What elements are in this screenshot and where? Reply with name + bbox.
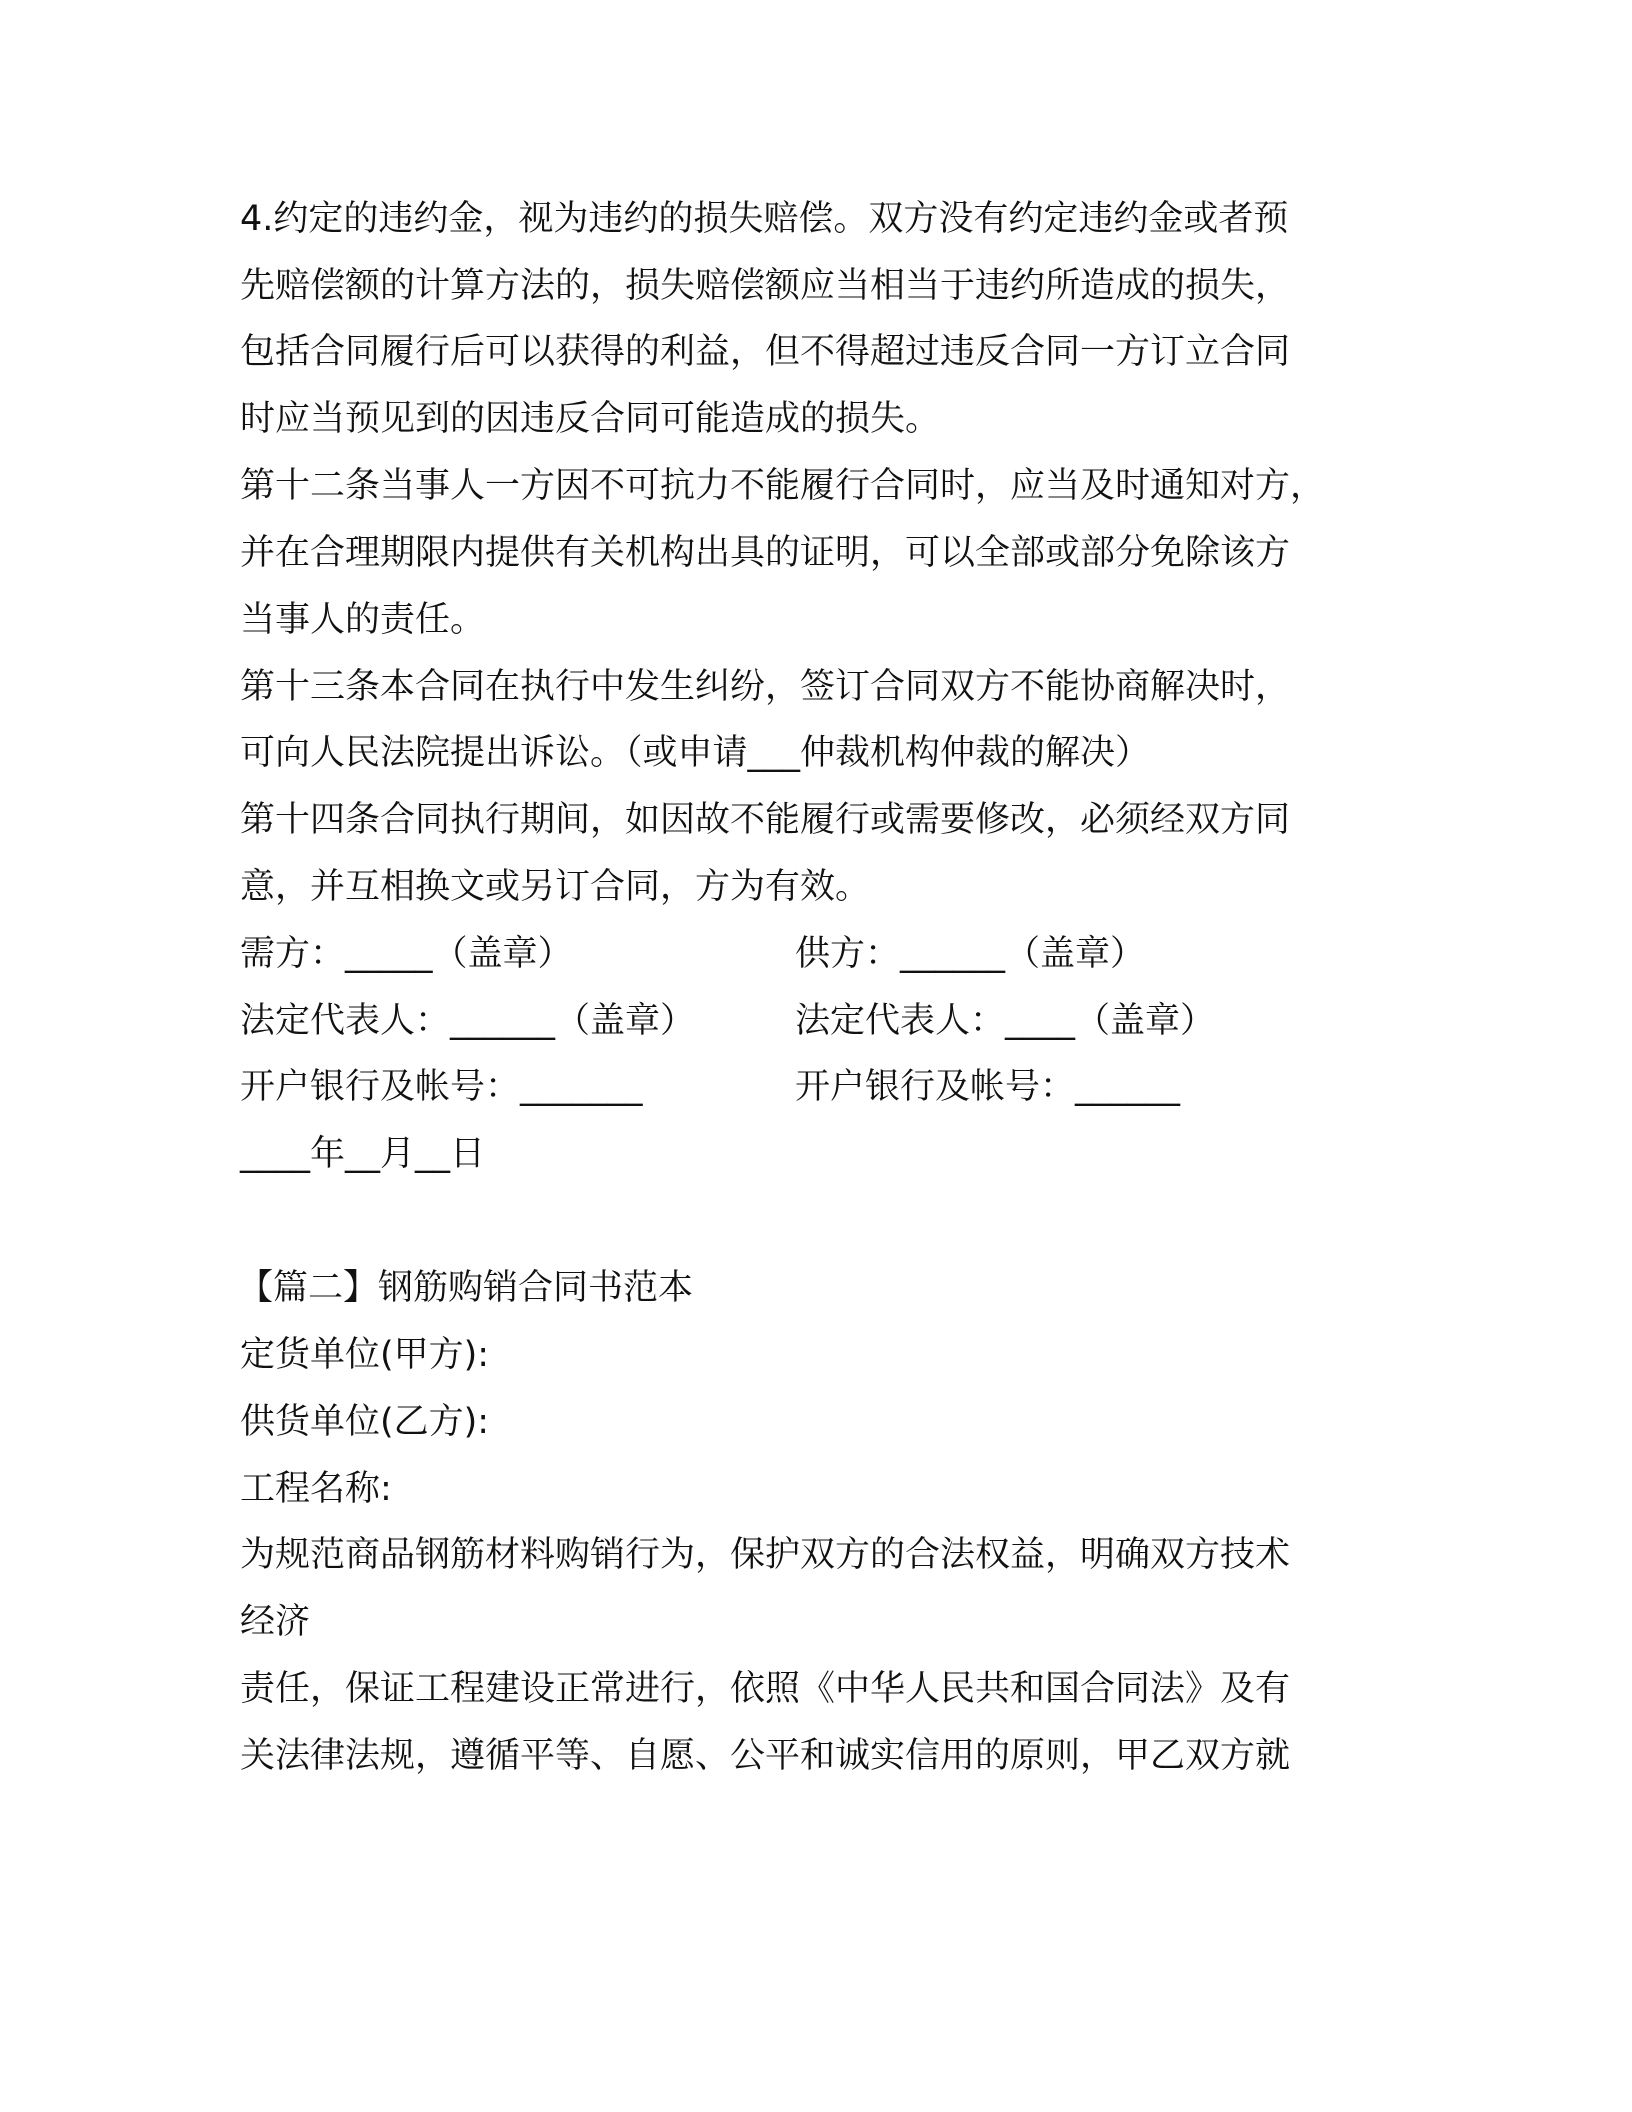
signature-buyer-bank: 开户银行及帐号：_______ bbox=[240, 1067, 643, 1107]
signature-supplier-bank: 开户银行及帐号：______ bbox=[795, 1067, 1181, 1107]
signature-buyer-representative: 法定代表人：______（盖章） bbox=[240, 1001, 696, 1041]
text-line: 意，并互相换文或另订合同，方为有效。 bbox=[240, 867, 871, 907]
signature-supplier-representative: 法定代表人：____（盖章） bbox=[795, 1001, 1216, 1041]
text-line: 并在合理期限内提供有关机构出具的证明，可以全部或部分免除该方 bbox=[240, 533, 1291, 573]
text-line: 责任，保证工程建设正常进行，依照《中华人民共和国合同法》及有 bbox=[240, 1669, 1291, 1709]
text-line: 4.约定的违约金，视为违约的损失赔偿。双方没有约定违约金或者预 bbox=[240, 199, 1289, 239]
section-heading: 【篇二】钢筋购销合同书范本 bbox=[238, 1268, 694, 1308]
signature-buyer: 需方：_____（盖章） bbox=[240, 934, 573, 974]
text-line: 供货单位(乙方): bbox=[240, 1402, 490, 1442]
text-line: 先赔偿额的计算方法的，损失赔偿额应当相当于违约所造成的损失， bbox=[240, 266, 1291, 306]
text-line: 包括合同履行后可以获得的利益，但不得超过违反合同一方订立合同 bbox=[240, 332, 1291, 372]
text-line: 时应当预见到的因违反合同可能造成的损失。 bbox=[240, 399, 941, 439]
text-line: 第十二条当事人一方因不可抗力不能履行合同时，应当及时通知对方， bbox=[240, 466, 1326, 506]
signature-date: ____年__月__日 bbox=[240, 1134, 486, 1174]
text-line: 定货单位(甲方): bbox=[240, 1335, 490, 1375]
text-line: 可向人民法院提出诉讼。（或申请___仲裁机构仲裁的解决） bbox=[240, 733, 1151, 773]
text-line: 经济 bbox=[240, 1602, 311, 1642]
text-line: 关法律法规，遵循平等、自愿、公平和诚实信用的原则，甲乙双方就 bbox=[240, 1736, 1291, 1776]
text-line: 工程名称: bbox=[240, 1469, 392, 1509]
text-line: 第十四条合同执行期间，如因故不能履行或需要修改，必须经双方同 bbox=[240, 800, 1291, 840]
text-line: 当事人的责任。 bbox=[240, 600, 486, 640]
text-line: 为规范商品钢筋材料购销行为，保护双方的合法权益，明确双方技术 bbox=[240, 1535, 1291, 1575]
text-line: 第十三条本合同在执行中发生纠纷，签订合同双方不能协商解决时， bbox=[240, 667, 1291, 707]
signature-supplier: 供方：______（盖章） bbox=[795, 934, 1146, 974]
